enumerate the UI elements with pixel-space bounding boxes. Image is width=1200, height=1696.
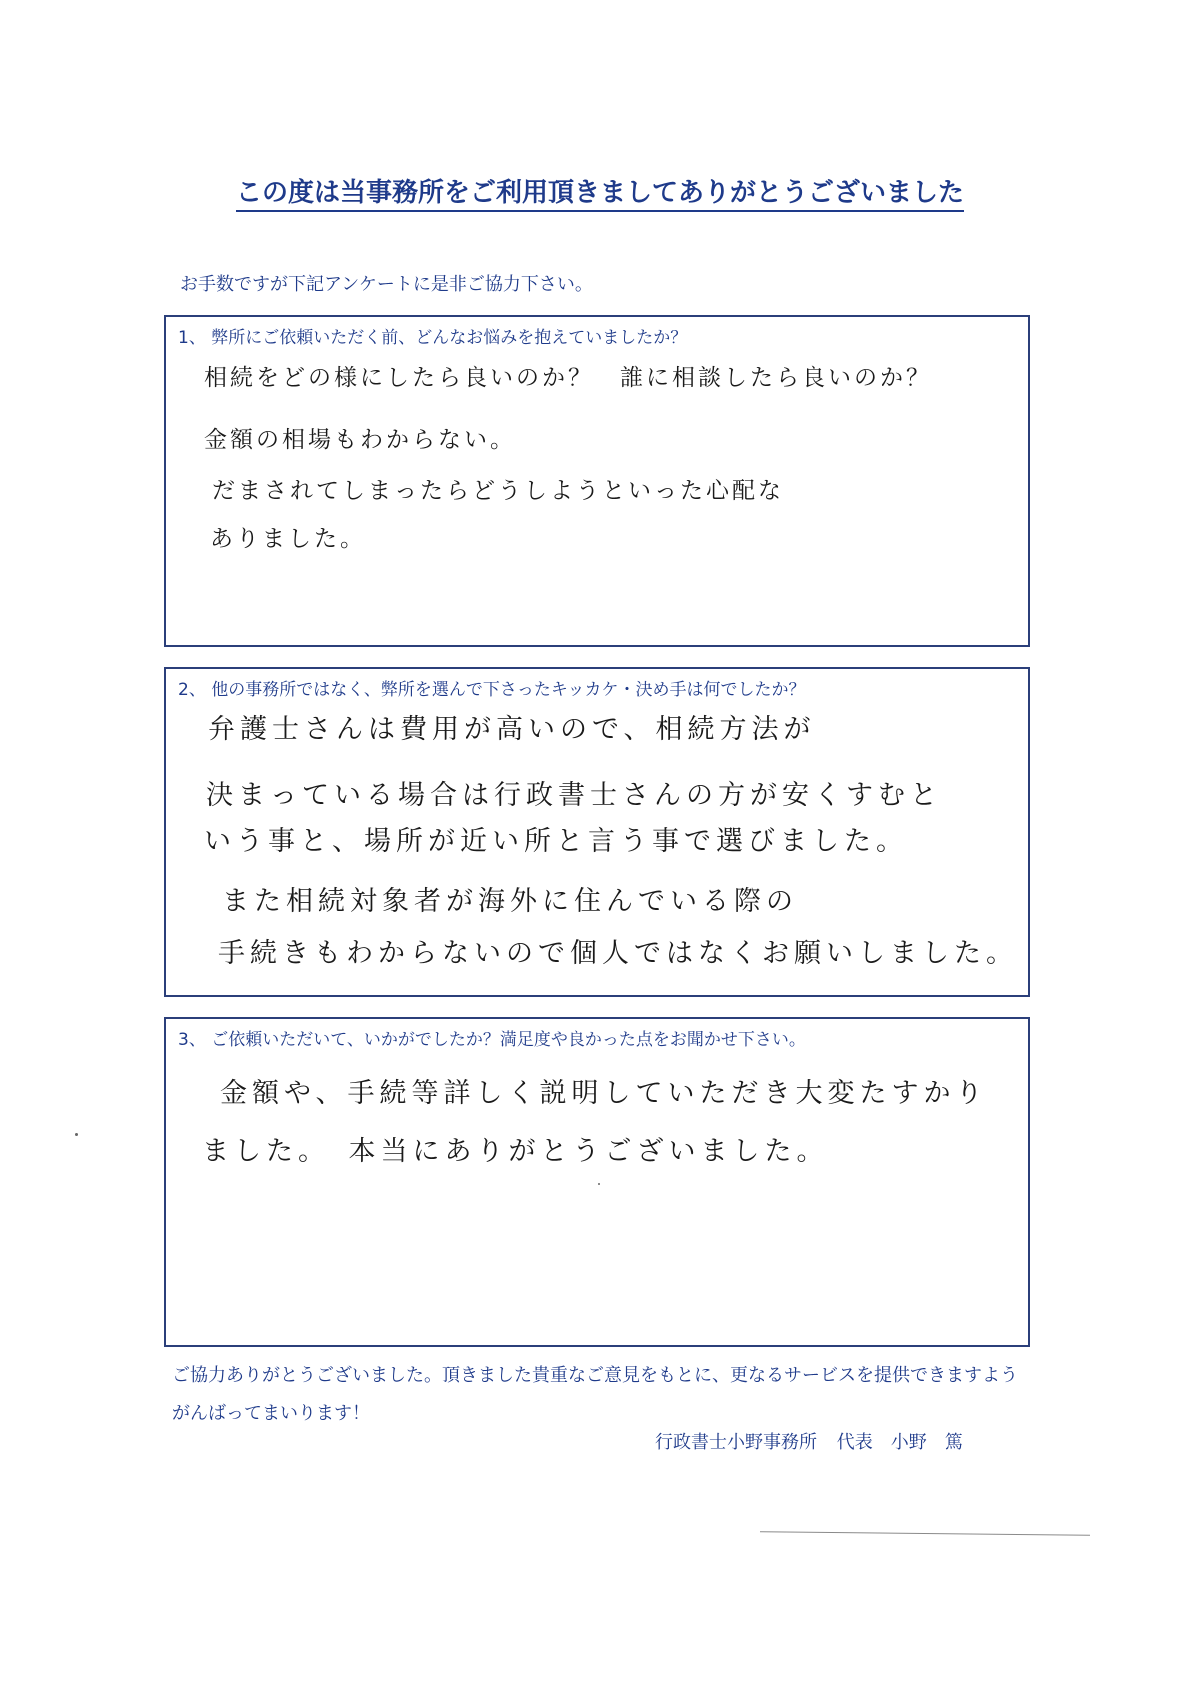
question-box-1 xyxy=(164,315,1030,647)
question-2-label: 2、 他の事務所ではなく、弊所を選んで下さったキッカケ・決め手は何でしたか？ xyxy=(178,680,806,700)
office-name: 行政書士小野事務所 xyxy=(655,1432,817,1453)
question-box-3 xyxy=(164,1017,1030,1347)
answer-1-line: ありました。 xyxy=(210,526,366,552)
scan-speck xyxy=(598,1183,600,1185)
scan-speck xyxy=(75,1133,78,1136)
survey-intro: お手数ですが下記アンケートに是非ご協力下さい。 xyxy=(180,274,593,295)
answer-2-line: 手続きもわからないので個人ではなくお願いしました。 xyxy=(218,938,1018,969)
office-signature xyxy=(655,1428,963,1454)
answer-1-line: 金額の相場もわからない。 xyxy=(204,427,516,453)
question-1-label: 1、 弊所にご依頼いただく前、どんなお悩みを抱えていましたか？ xyxy=(178,328,688,348)
answer-2-line: 弁護士さんは費用が高いので、相続方法が xyxy=(208,714,816,745)
representative-name: 代表 小野 篤 xyxy=(836,1432,963,1453)
answer-2-line: 決まっている場合は行政書士さんの方が安くすむと xyxy=(206,780,942,811)
answer-2-line: いう事と、場所が近い所と言う事で選びました。 xyxy=(204,826,908,857)
answer-2-line: また相続対象者が海外に住んでいる際の xyxy=(222,886,798,917)
closing-thanks: ご協力ありがとうございました。頂きました貴重なご意見をもとに、更なるサービスを提供できますようがんばってまいります！ xyxy=(172,1365,1018,1424)
question-3-label: 3、 ご依頼いただいて、いかがでしたか？満足度や良かった点をお聞かせ下さい。 xyxy=(178,1030,806,1050)
page-title-text: この度は当事務所をご利用頂きましてありがとうございました xyxy=(236,178,964,212)
answer-1-line: だまされてしまったらどうしようといった心配な xyxy=(212,478,784,504)
answer-3-line: ました。 本当にありがとうございました。 xyxy=(202,1136,829,1167)
question-box-2 xyxy=(164,667,1030,997)
answer-1-line: 相続をどの様にしたら良いのか？ 誰に相談したら良いのか？ xyxy=(204,365,932,391)
stray-pen-stroke xyxy=(760,1531,1090,1535)
page-title xyxy=(0,172,1200,209)
answer-3-line: 金額や、手続等詳しく説明していただき大変たすかり xyxy=(220,1078,988,1109)
